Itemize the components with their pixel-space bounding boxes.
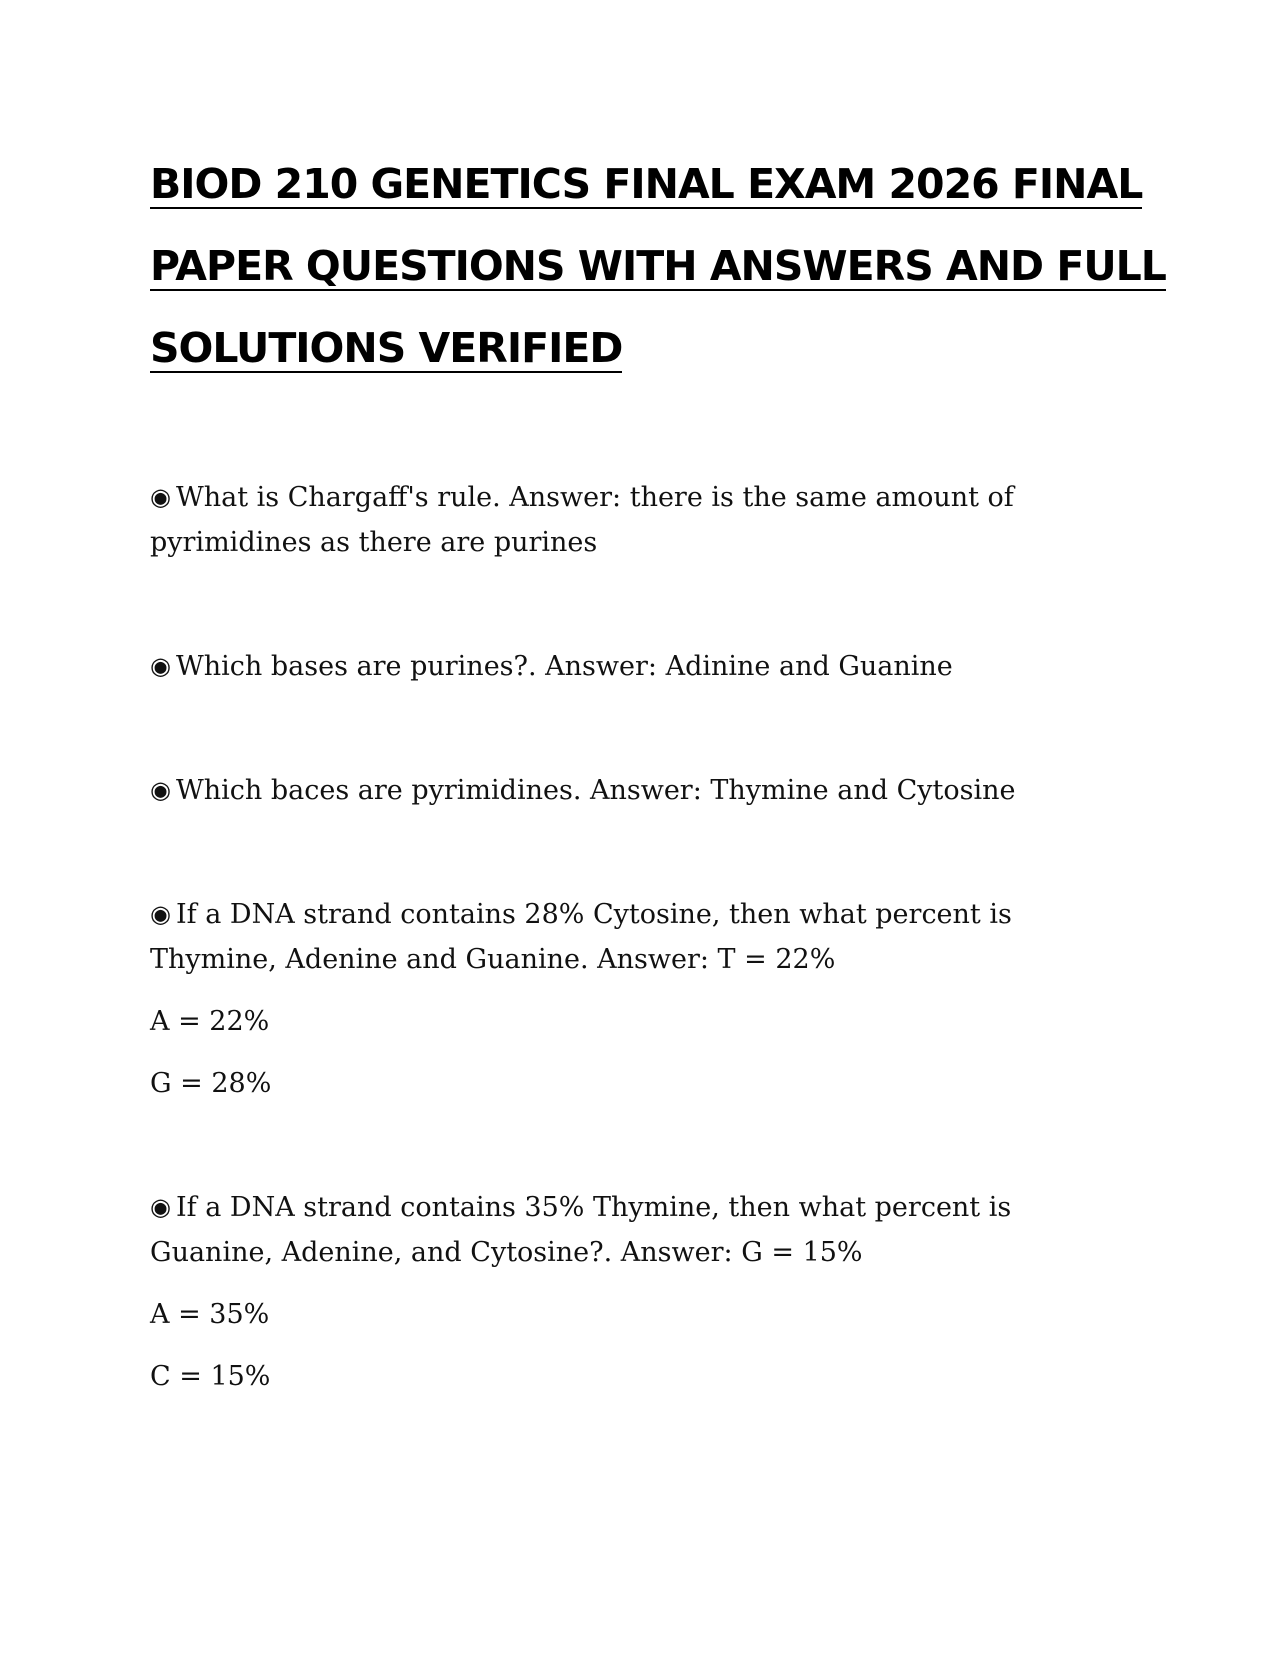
title-line: PAPER QUESTIONS WITH ANSWERS AND FULL [150,242,1166,290]
question-item [150,475,1130,565]
document-title [150,150,1166,383]
question-text: ◉ If a DNA strand contains 35% Thymine, then what percent is Guanine, Adenine, and Cytosine?. Answer: G = 15% [150,1185,1130,1275]
title-line: SOLUTIONS VERIFIED [150,324,623,372]
question-item [150,644,1130,689]
question-item [150,1185,1130,1399]
question-text: ◉ If a DNA strand contains 28% Cytosine, then what percent is Thymine, Adenine and Guanine. Answer: T = 22% [150,892,1130,982]
answer-line: C = 15% [150,1361,271,1392]
bullet-icon: ◉ [150,483,171,511]
answer-line: A = 35% [150,1299,270,1330]
question-text: ◉ Which bases are purines?. Answer: Adinine and Guanine [150,644,1130,689]
answer-line: G = 28% [150,1068,272,1099]
bullet-icon: ◉ [150,652,171,680]
bullet-icon: ◉ [150,900,171,928]
question-item [150,892,1130,1106]
title-line: BIOD 210 GENETICS FINAL EXAM 2026 FINAL [150,160,1143,208]
bullet-icon: ◉ [150,1193,171,1221]
question-text: ◉ Which baces are pyrimidines. Answer: Thymine and Cytosine [150,768,1130,813]
question-text: ◉ What is Chargaff's rule. Answer: there is the same amount of pyrimidines as there are purines [150,475,1130,565]
question-item [150,768,1130,813]
question-list [150,475,1130,1399]
bullet-icon: ◉ [150,776,171,804]
answer-line: A = 22% [150,1006,270,1037]
document-page [150,150,1166,1478]
